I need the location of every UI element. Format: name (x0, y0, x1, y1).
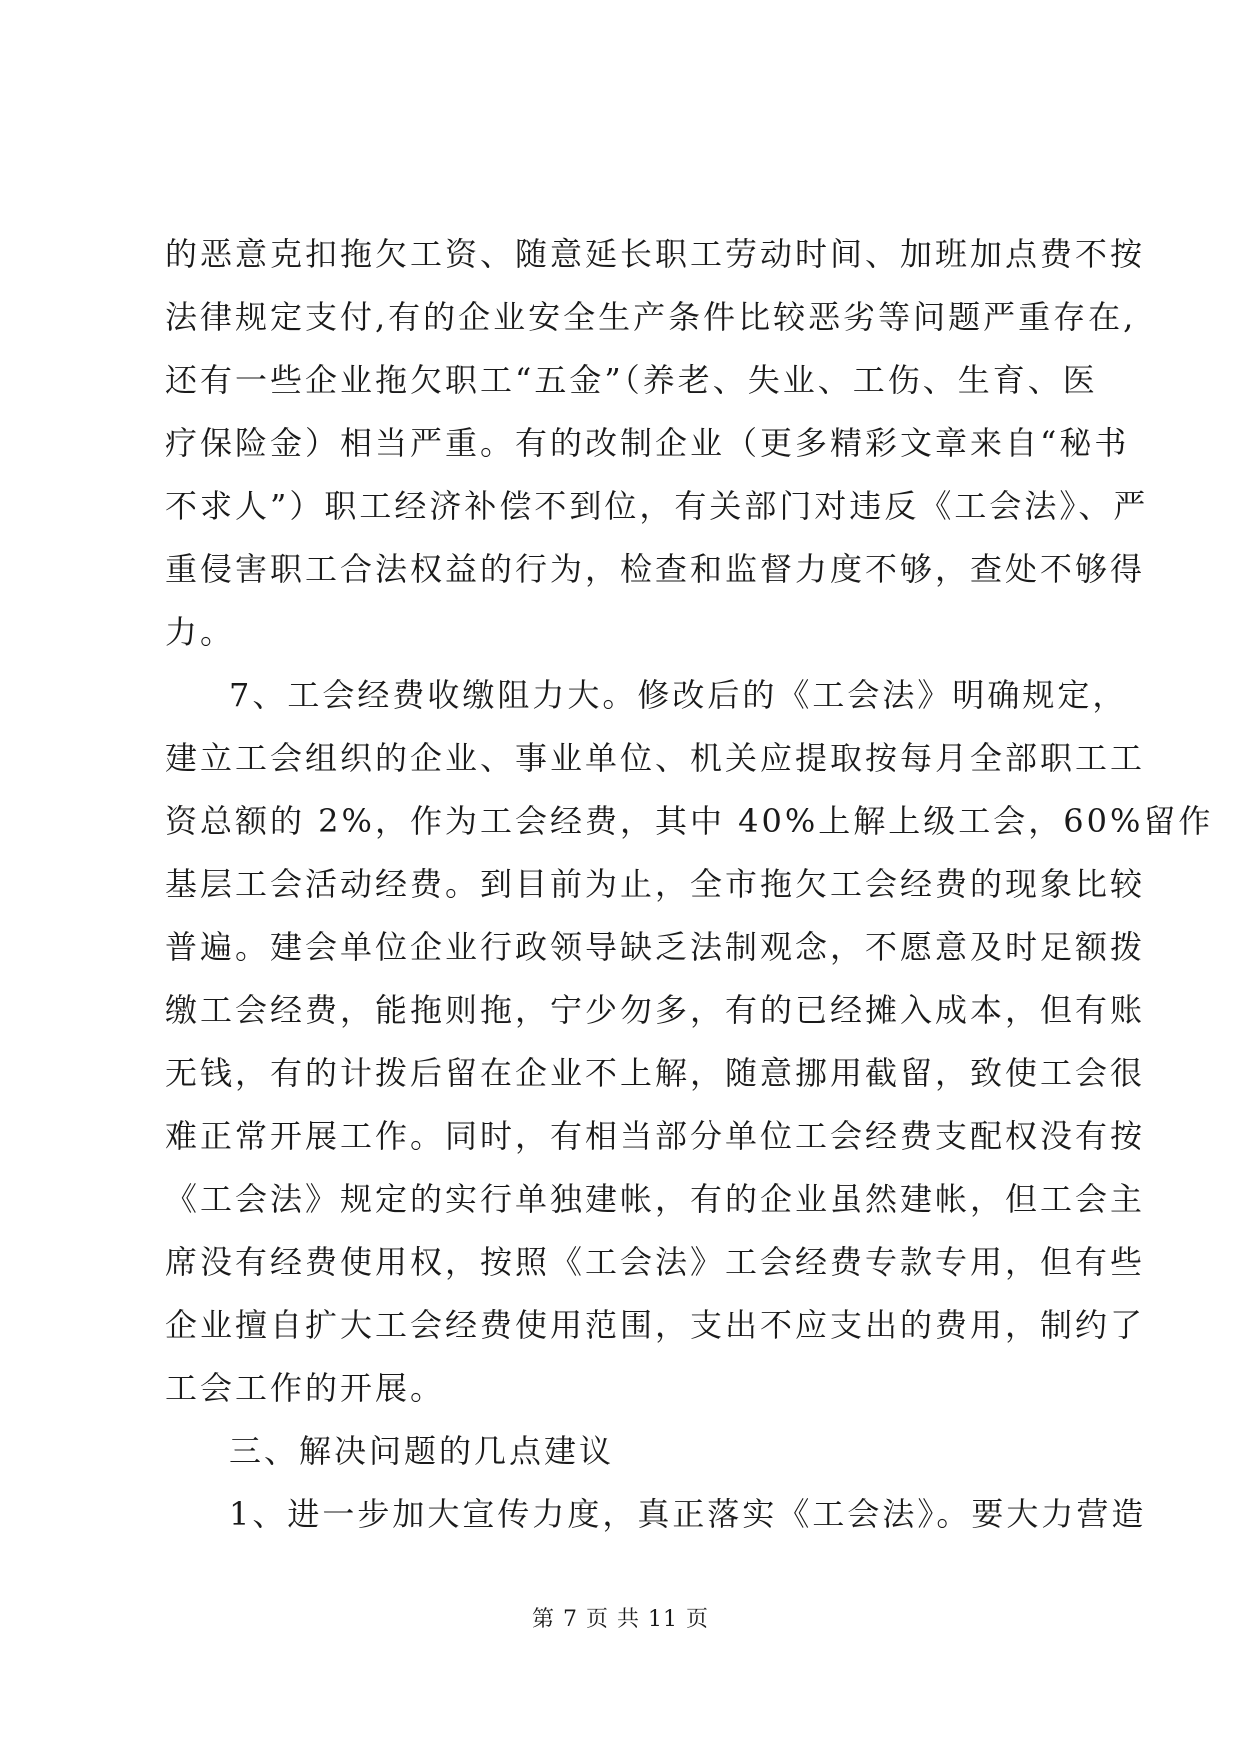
body-line: 还有一些企业拖欠职工“五金”（养老、失业、工伤、生育、医 (165, 361, 1098, 399)
body-line: 工会工作的开展。 (165, 1369, 446, 1407)
body-line: 企业擅自扩大工会经费使用范围，支出不应支出的费用，制约了 (165, 1306, 1146, 1344)
body-line: 基层工会活动经费。到目前为止，全市拖欠工会经费的现象比较 (165, 865, 1146, 903)
body-line: 疗保险金）相当严重。有的改制企业（更多精彩文章来自“秘书 (165, 424, 1130, 462)
body-line: 重侵害职工合法权益的行为，检查和监督力度不够，查处不够得 (165, 550, 1146, 588)
body-line: 法律规定支付,有的企业安全生产条件比较恶劣等问题严重存在, (165, 298, 1137, 336)
paragraph-heading-line: 1、进一步加大宣传力度，真正落实《工会法》。要大力营造 (229, 1495, 1147, 1533)
body-line: 的恶意克扣拖欠工资、随意延长职工劳动时间、加班加点费不按 (165, 235, 1146, 273)
body-line: 席没有经费使用权，按照《工会法》工会经费专款专用，但有些 (165, 1243, 1146, 1281)
body-line: 不求人”）职工经济补偿不到位，有关部门对违反《工会法》、严 (165, 487, 1149, 525)
body-line: 难正常开展工作。同时，有相当部分单位工会经费支配权没有按 (165, 1117, 1146, 1155)
page-footer: 第 7 页 共 11 页 (532, 1607, 709, 1632)
body-line: 普遍。建会单位企业行政领导缺乏法制观念，不愿意及时足额拨 (165, 928, 1146, 966)
paragraph-heading-line: 7、工会经费收缴阻力大。修改后的《工会法》明确规定， (229, 676, 1128, 714)
body-line: 无钱，有的计拨后留在企业不上解，随意挪用截留，致使工会很 (165, 1054, 1146, 1092)
body-line: 《工会法》规定的实行单独建帐，有的企业虽然建帐，但工会主 (165, 1180, 1146, 1218)
body-line: 资总额的 2%，作为工会经费，其中 40%上解上级工会，60%留作 (165, 802, 1214, 840)
body-line: 力。 (165, 613, 236, 651)
section-heading: 三、解决问题的几点建议 (229, 1432, 615, 1470)
body-line: 缴工会经费，能拖则拖，宁少勿多，有的已经摊入成本，但有账 (165, 991, 1146, 1029)
body-line: 建立工会组织的企业、事业单位、机关应提取按每月全部职工工 (165, 739, 1146, 777)
